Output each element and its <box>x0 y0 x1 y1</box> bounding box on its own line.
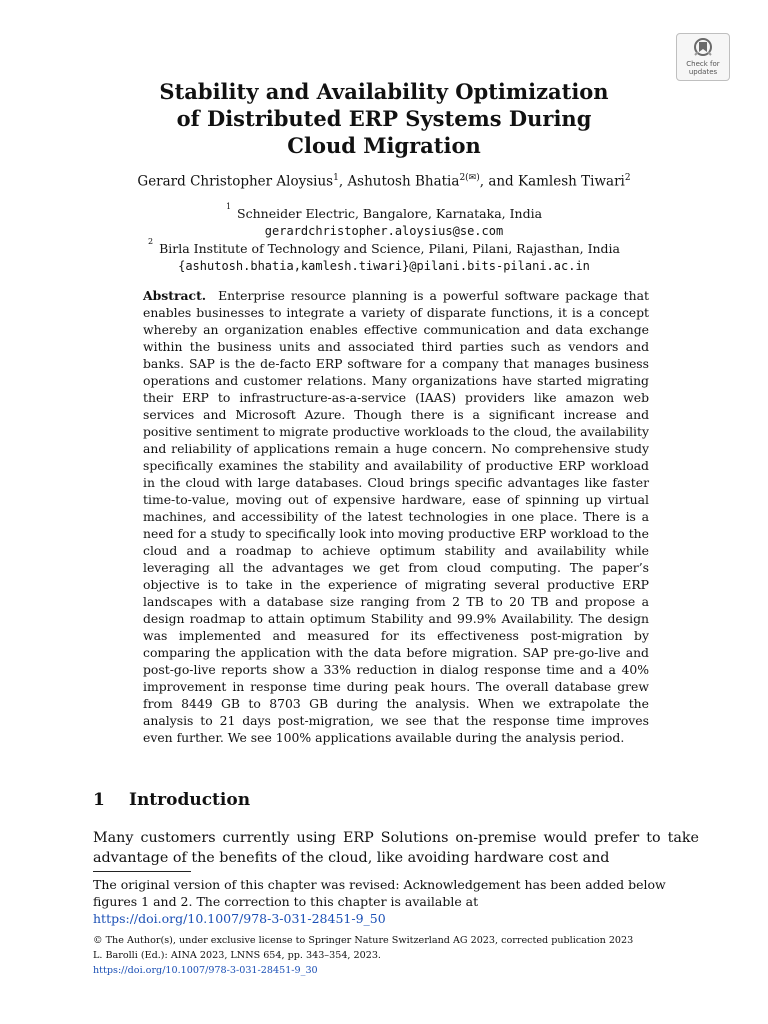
footnote-divider <box>93 871 191 872</box>
copyright-line: © The Author(s), under exclusive license to Springer Nature Switzerland AG 2023, corrected publication 2023 <box>93 935 634 946</box>
badge-line-1: Check for <box>686 60 720 68</box>
title-line-1: Stability and Availability Optimization <box>159 79 609 104</box>
footnote <box>93 876 699 927</box>
author-affiliation-mark: 2 <box>624 173 631 183</box>
abstract-label: Abstract. <box>143 288 207 303</box>
author-separator: , and <box>479 173 518 190</box>
author-affiliation-mark: 1 <box>333 173 339 183</box>
affiliation-institution: Schneider Electric, Bangalore, Karnataka, India <box>237 206 543 222</box>
affiliation-1-email <box>60 223 708 238</box>
introduction-paragraph: Many customers currently using ERP Solutions on-premise would prefer to take advantage of the benefits of the cloud, like avoiding hardware cost and <box>93 830 699 866</box>
footnote-text: The original version of this chapter was revised: Acknowledgement has been added below figures 1 and 2. The correction to this chapter is available at <box>93 877 666 909</box>
proceedings-citation: L. Barolli (Ed.): AINA 2023, LNNS 654, pp. 343–354, 2023. <box>93 950 381 961</box>
badge-line-2: updates <box>688 68 718 76</box>
section-heading <box>93 790 250 810</box>
author-name: Ashutosh Bhatia <box>347 173 460 190</box>
paper-title <box>120 78 648 159</box>
affiliation-institution: Birla Institute of Technology and Science, Pilani, Pilani, Rajasthan, India <box>159 241 621 257</box>
check-for-updates-badge[interactable] <box>676 33 730 81</box>
email-address[interactable]: gerardchristopher.aloysius@se.com <box>264 224 504 238</box>
section-title: Introduction <box>129 790 251 810</box>
author-name: Gerard Christopher Aloysius <box>137 173 334 190</box>
email-address[interactable]: {ashutosh.bhatia,kamlesh.tiwari}@pilani.bits-pilani.ac.in <box>178 259 590 273</box>
author-list <box>60 173 708 190</box>
author-name: Kamlesh Tiwari <box>518 173 625 190</box>
title-line-2: of Distributed ERP Systems During <box>176 106 592 131</box>
affiliation-2-email <box>60 258 708 273</box>
abstract-text: Enterprise resource planning is a powerful software package that enables businesses to integrate a variety of disparate functions, it is a concept whereby an organization enables effective communication and data exchange within the business units and associated third parties such as vendors and banks. SAP is the de-facto ERP software for a company that manages business operations and customer relations. Many organizations have started migrating their ERP to infrastructure-as-a-service (IAAS) providers like amazon web services and Microsoft Azure. Though there is a significant increase and positive sentiment to migrate productive workloads to the cloud, the availability and reliability of applications remain a huge concern. No comprehensive study specifically examines the stability and availability of productive ERP workload in the cloud with large databases. Cloud brings specific advantages like faster time-to-value, moving out of expensive hardware, ease of spinning up virtual machines, and accessibility of the latest technologies in one place. There is a need for a study to specifically look into moving productive ERP workload to the cloud and a roadmap to achieve optimum stability and availability while leveraging all the advantages we get from cloud computing. The paper’s objective is to take in the experience of migrating several productive ERP landscapes with a database size ranging from 2 TB to 20 TB and propose a design roadmap to attain optimum Stability and 99.9% Availability. The design was implemented and measured for its effectiveness post-migration by comparing the application with the data before migration. SAP pre-go-live and post-go-live reports show a 33% reduction in dialog response time and a 40% improvement in response time during peak hours. The overall database grew from 8449 GB to 8703 GB during the analysis. When we extrapolate the analysis to 21 days post-migration, we see that the response time improves even further. We see 100% applications available during the analysis period. <box>143 288 649 745</box>
bookmark-check-icon <box>691 38 715 60</box>
copyright-block <box>93 933 733 978</box>
section-number: 1 <box>93 790 105 810</box>
affiliation-number: 2 <box>147 237 154 246</box>
chapter-doi-link[interactable]: https://doi.org/10.1007/978-3-031-28451-9_30 <box>93 965 318 976</box>
affiliation-number: 1 <box>225 202 232 211</box>
title-line-3: Cloud Migration <box>287 133 481 158</box>
author-affiliation-mark: 2(✉) <box>459 173 480 183</box>
correction-doi-link[interactable]: https://doi.org/10.1007/978-3-031-28451-9_50 <box>93 911 386 926</box>
author-separator: , <box>338 173 348 190</box>
affiliation-1 <box>60 202 708 222</box>
abstract <box>143 287 649 746</box>
affiliation-2 <box>60 237 708 257</box>
